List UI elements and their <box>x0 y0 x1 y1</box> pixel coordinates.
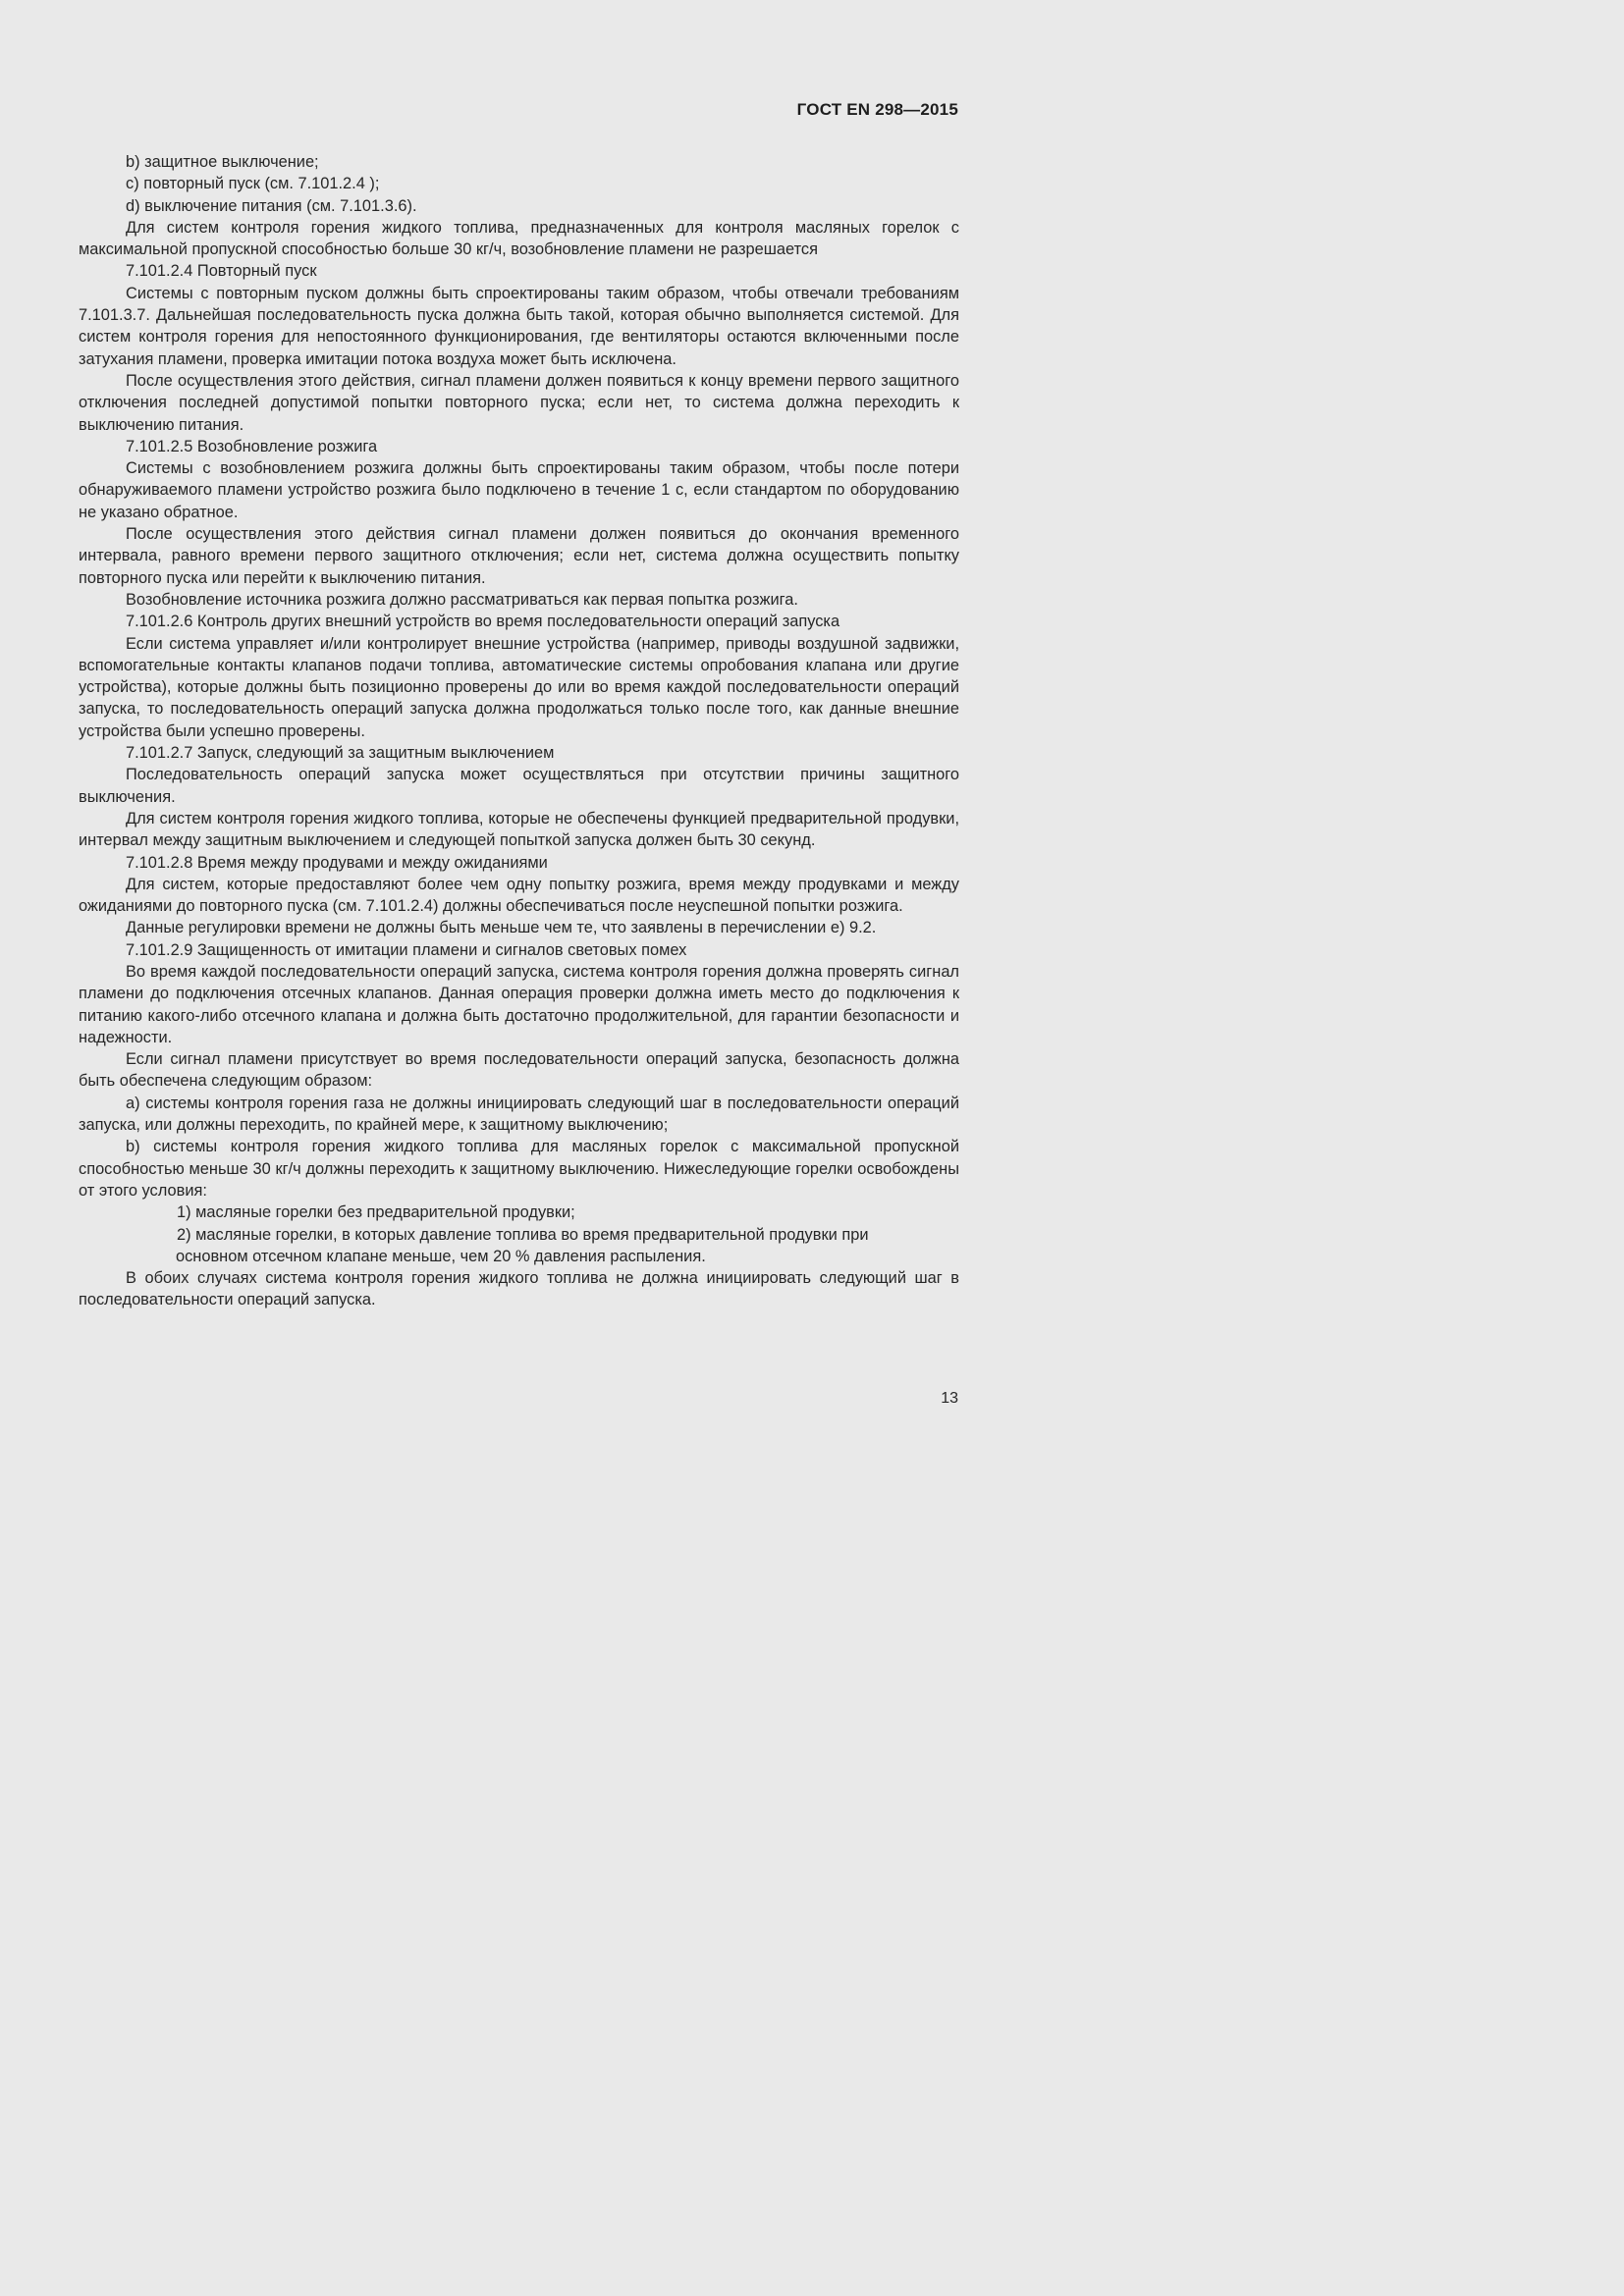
paragraph: Если сигнал пламени присутствует во время последовательности операций запуска, безопасность должна быть обеспечена следующим образом: <box>79 1050 959 1091</box>
sub-item-1: 1) масляные горелки без предварительной продувки; <box>177 1203 575 1222</box>
paragraph: Системы с повторным пуском должны быть спроектированы таким образом, чтобы отвечали требованиям 7.101.3.7. Дальнейшая последовательность пуска должна быть такой, которая обычно выполняется системой. Для систем контроля горения для непостоянного функционирования, где вентиляторы остаются включенными после затухания пламени, проверка имитации потока воздуха может быть исключена. <box>79 284 959 368</box>
list-item-b-protective-shutdown: b) защитное выключение; <box>126 153 319 171</box>
paragraph: Возобновление источника розжига должно рассматриваться как первая попытка розжига. <box>126 590 798 609</box>
paragraph: Последовательность операций запуска может осуществляться при отсутствии причины защитного выключения. <box>79 766 959 806</box>
page-number: 13 <box>941 1390 958 1407</box>
paragraph: После осуществления этого действия сигнал пламени должен появиться до окончания временного интервала, равного времени первого защитного отключения; если нет, система должна осуществить попытку повторного пуска или перейти к выключению питания. <box>79 525 959 587</box>
list-item-a-gas-systems: а) системы контроля горения газа не должны инициировать следующий шаг в последовательности операций запуска, или должны переходить, по крайней мере, к защитному выключению; <box>79 1094 959 1135</box>
section-heading-7-101-2-6: 7.101.2.6 Контроль других внешний устройств во время последовательности операций запуска <box>126 613 840 631</box>
list-item-d-power-off: d) выключение питания (см. 7.101.3.6). <box>126 196 417 215</box>
sub-item-2: 2) масляные горелки, в которых давление топлива во время предварительной продувки при <box>177 1225 869 1244</box>
paragraph: Для систем, которые предоставляют более чем одну попытку розжига, время между продувками и между ожиданиями до повторного пуска (см. 7.101.2.4) должны обеспечиваться после неуспешной попытки розжига. <box>79 875 959 916</box>
paragraph: После осуществления этого действия, сигнал пламени должен появиться к концу времени первого защитного отключения последней допустимой попытки повторного пуска; если нет, то система должна переходить к выключению питания. <box>79 371 959 434</box>
paragraph: Если система управляет и/или контролирует внешние устройства (например, приводы воздушной задвижки, вспомогательные контакты клапанов подачи топлива, автоматические системы опробования клапана или другие устройства), которые должны быть позиционно проверены до или во время каждой последовательности операций запуска, то последовательность операций запуска должна продолжаться только после того, как данные внешние устройства были успешно проверены. <box>79 634 959 740</box>
paragraph: Данные регулировки времени не должны быть меньше чем те, что заявлены в перечислении е) 9.2. <box>126 919 877 937</box>
section-heading-7-101-2-4: 7.101.2.4 Повторный пуск <box>126 262 317 281</box>
section-heading-7-101-2-7: 7.101.2.7 Запуск, следующий за защитным выключением <box>126 744 555 763</box>
closing-paragraph: В обоих случаях система контроля горения жидкого топлива не должна инициировать следующий шаг в последовательности операций запуска. <box>79 1269 959 1309</box>
paragraph: Во время каждой последовательности операций запуска, система контроля горения должна проверять сигнал пламени до подключения отсечных клапанов. Данная операция проверки должна иметь место до подключения к питанию какого-либо отсечного клапана и должна быть достаточно продолжительной, для гарантии безопасности и надежности. <box>79 962 959 1046</box>
document-body <box>79 151 959 1311</box>
document-code-header: ГОСТ EN 298—2015 <box>796 100 958 119</box>
sub-item-2-continuation: основном отсечном клапане меньше, чем 20 % давления распыления. <box>176 1247 706 1265</box>
paragraph: Системы с возобновлением розжига должны быть спроектированы таким образом, чтобы после потери обнаруживаемого пламени устройство розжига было подключено в течение 1 с, если стандартом по оборудованию не указано обратное. <box>79 459 959 521</box>
list-item-b-liquid-fuel-systems: b) системы контроля горения жидкого топлива для масляных горелок с максимальной пропускной способностью меньше 30 кг/ч должны переходить к защитному выключению. Нижеследующие горелки освобождены от этого условия: <box>79 1138 959 1200</box>
paragraph-liquid-fuel-note: Для систем контроля горения жидкого топлива, предназначенных для контроля масляных горелок с максимальной пропускной способностью больше 30 кг/ч, возобновление пламени не разрешается <box>79 218 959 259</box>
paragraph: Для систем контроля горения жидкого топлива, которые не обеспечены функцией предварительной продувки, интервал между защитным выключением и следующей попыткой запуска должен быть 30 секунд. <box>79 809 959 850</box>
section-heading-7-101-2-9: 7.101.2.9 Защищенность от имитации пламени и сигналов световых помех <box>126 940 687 959</box>
document-page <box>0 0 1089 1539</box>
list-item-c-restart: c) повторный пуск (см. 7.101.2.4 ); <box>126 175 380 193</box>
section-heading-7-101-2-5: 7.101.2.5 Возобновление розжига <box>126 437 378 455</box>
section-heading-7-101-2-8: 7.101.2.8 Время между продувами и между ожиданиями <box>126 853 548 872</box>
